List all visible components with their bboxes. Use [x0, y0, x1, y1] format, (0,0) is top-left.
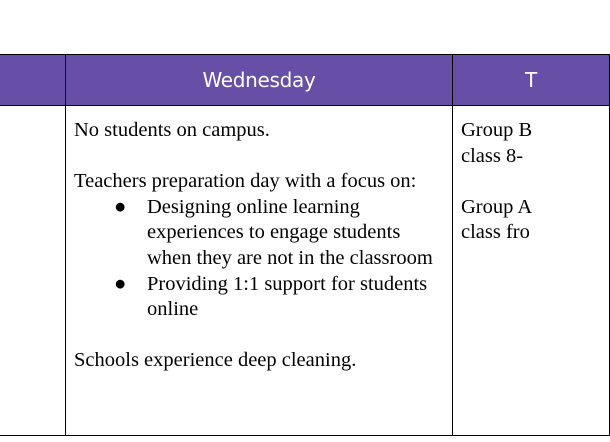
header-row — [0, 55, 610, 106]
schedule-table — [0, 54, 610, 436]
teacher-prep-text: Teachers preparation day with a focus on: — [74, 170, 417, 193]
no-students-text: No students on campus. — [74, 119, 270, 141]
header-cell-left — [0, 55, 66, 106]
header-cell-wednesday: Wednesday — [66, 55, 453, 106]
list-item — [114, 272, 444, 323]
thursday-cell — [453, 106, 610, 436]
wednesday-cell — [66, 106, 453, 436]
content-row — [0, 106, 610, 436]
left-cell — [0, 106, 66, 436]
focus-list — [74, 195, 444, 323]
bullet-icon: ● — [114, 195, 127, 218]
list-item — [114, 195, 444, 272]
list-item-text: Designing online learning experiences to engage students when they are not in the classroom — [147, 195, 433, 269]
group-b-line: Group B — [461, 119, 533, 141]
class-time-line: class 8- — [461, 144, 524, 167]
bullet-icon: ● — [114, 272, 127, 295]
cleaning-text: Schools experience deep cleaning. — [74, 349, 357, 372]
group-a-line: Group A — [461, 195, 533, 218]
class-from-line: class fro — [461, 221, 530, 244]
header-cell-right: T — [453, 55, 610, 106]
list-item-text: Providing 1:1 support for students online — [147, 272, 428, 321]
